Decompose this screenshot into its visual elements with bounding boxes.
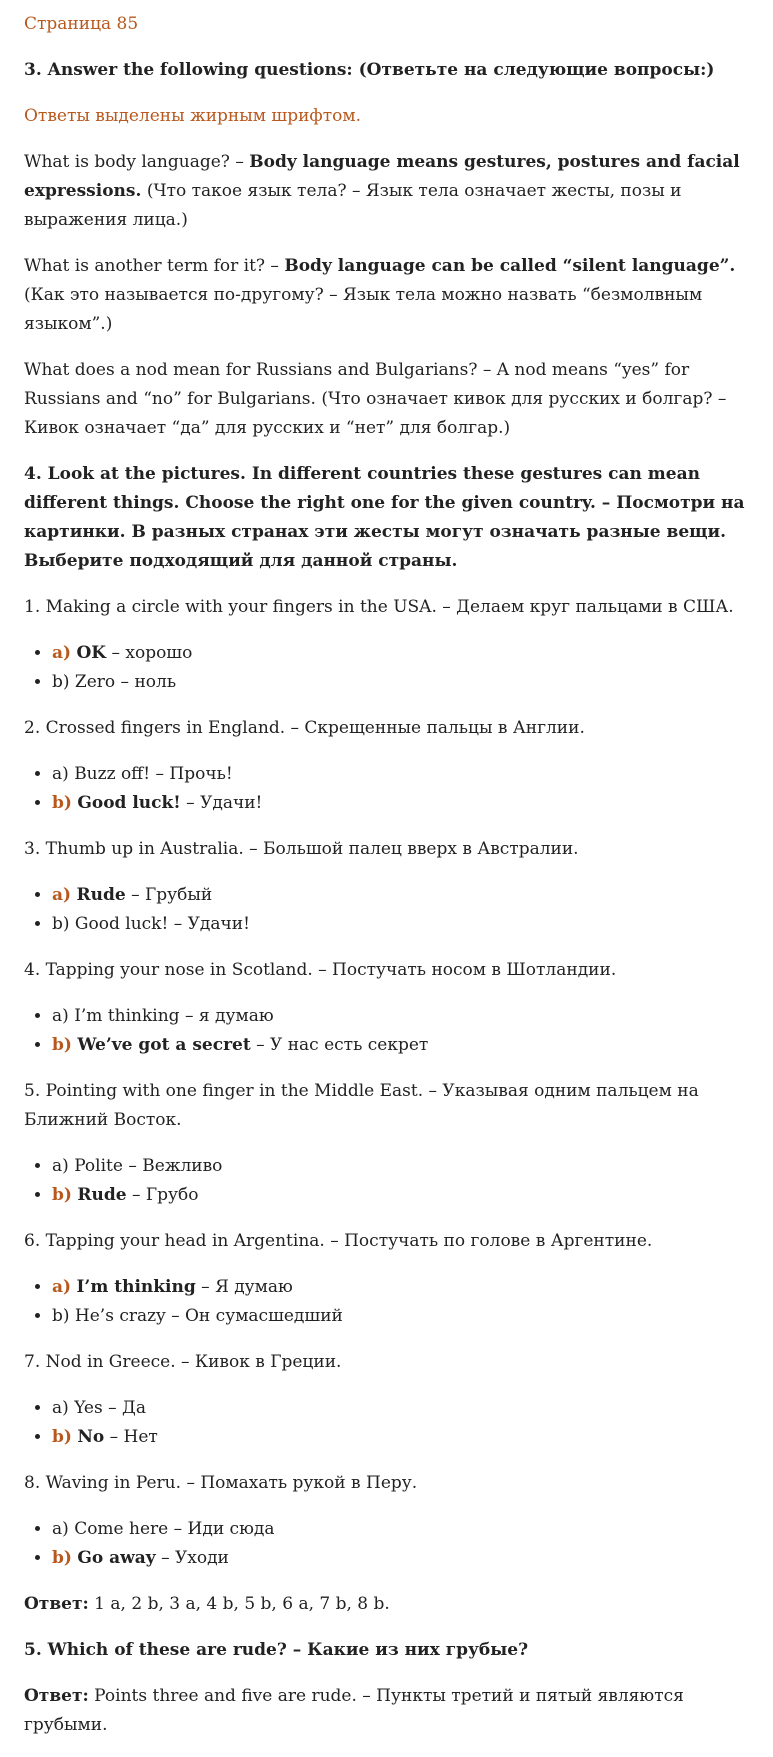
- option-term: Good luck!: [77, 793, 181, 813]
- gesture-prompt: 5. Pointing with one finger in the Middle East. – Указывая одним пальцем на Ближний Восток.: [24, 1081, 699, 1130]
- answer-2: Body language can be called “silent language”.: [284, 256, 736, 276]
- option-letter: a): [52, 885, 72, 905]
- gesture-prompt: 8. Waving in Peru. – Помахать рукой в Перу.: [24, 1473, 418, 1493]
- option-letter: a): [52, 1519, 69, 1539]
- option-item: [52, 1515, 749, 1544]
- option-term: Come here: [74, 1519, 169, 1539]
- gesture-prompt: 4. Tapping your nose in Scotland. – Постучать носом в Шотландии.: [24, 960, 617, 980]
- translation-2: (Как это называется по-другому? – Язык тела можно назвать “безмолвным языком”.): [24, 285, 703, 334]
- options-list: [24, 1273, 749, 1331]
- option-item: [52, 881, 749, 910]
- option-term: Buzz off!: [74, 764, 151, 784]
- gesture-prompt: 2. Crossed fingers in England. – Скрещенные пальцы в Англии.: [24, 718, 585, 738]
- option-translation: – хорошо: [106, 643, 193, 663]
- options-list: [24, 1515, 749, 1573]
- option-item: [52, 1544, 749, 1573]
- question-2: What is another term for it? –: [24, 256, 279, 276]
- option-letter: b): [52, 672, 70, 692]
- option-item: [52, 1423, 749, 1452]
- option-item: [52, 1302, 749, 1331]
- option-item: [52, 910, 749, 939]
- answer-text: 1 a, 2 b, 3 a, 4 b, 5 b, 6 a, 7 b, 8 b.: [88, 1594, 390, 1614]
- option-item: [52, 1031, 749, 1060]
- option-item: [52, 1394, 749, 1423]
- option-letter: b): [52, 1035, 72, 1055]
- option-letter: b): [52, 1427, 72, 1447]
- option-translation: – Прочь!: [150, 764, 233, 784]
- option-term: Polite: [74, 1156, 123, 1176]
- option-item: [52, 1002, 749, 1031]
- option-term: Yes: [74, 1398, 103, 1418]
- option-term: Rude: [76, 885, 126, 905]
- option-translation: – Да: [102, 1398, 146, 1418]
- translation-1: (Что такое язык тела? – Язык тела означает жесты, позы и выражения лица.): [24, 181, 682, 230]
- option-translation: – я думаю: [179, 1006, 274, 1026]
- option-item: [52, 668, 749, 697]
- gesture-prompt: 7. Nod in Greece. – Кивок в Греции.: [24, 1352, 342, 1372]
- task4-answer: [24, 1590, 749, 1619]
- answers-note: Ответы выделены жирным шрифтом.: [24, 106, 361, 126]
- option-translation: – ноль: [115, 672, 177, 692]
- option-term: OK: [76, 643, 107, 663]
- option-item: [52, 639, 749, 668]
- gesture-prompt: 1. Making a circle with your fingers in the USA. – Делаем круг пальцами в США.: [24, 597, 734, 617]
- task5-answer: [24, 1682, 749, 1740]
- task4-title: 4. Look at the pictures. In different countries these gestures can mean different things. Choose the right one for the given country. – Посмотри на картинки. В разных странах эти жесты могут означать разные вещи. Выберите подходящий для данной страны.: [24, 464, 745, 571]
- option-term: We’ve got a secret: [77, 1035, 251, 1055]
- option-term: I’m thinking: [74, 1006, 180, 1026]
- option-letter: b): [52, 914, 70, 934]
- task3-title: 3. Answer the following questions: (Ответьте на следующие вопросы:): [24, 60, 715, 80]
- option-letter: a): [52, 1398, 69, 1418]
- option-letter: a): [52, 1006, 69, 1026]
- option-letter: a): [52, 764, 69, 784]
- option-translation: – Уходи: [155, 1548, 229, 1568]
- options-list: [24, 1002, 749, 1060]
- option-term: No: [77, 1427, 105, 1447]
- answer-text: Points three and five are rude. – Пункты третий и пятый являются грубыми.: [24, 1686, 684, 1735]
- task5-title: 5. Which of these are rude? – Какие из них грубые?: [24, 1640, 529, 1660]
- qa-paragraph-3: What does a nod mean for Russians and Bulgarians? – A nod means “yes” for Russians and “no” for Bulgarians. (Что означает кивок для русских и болгар? – Кивок означает “да” для русских и “нет” для болгар.): [24, 360, 727, 438]
- options-list: [24, 760, 749, 818]
- option-letter: b): [52, 793, 72, 813]
- answer-label: Ответ:: [24, 1594, 89, 1614]
- option-item: [52, 789, 749, 818]
- options-list: [24, 1394, 749, 1452]
- option-translation: – Удачи!: [180, 793, 263, 813]
- option-letter: a): [52, 1156, 69, 1176]
- option-translation: – Вежливо: [122, 1156, 223, 1176]
- option-term: Rude: [77, 1185, 127, 1205]
- options-list: [24, 881, 749, 939]
- option-letter: b): [52, 1185, 72, 1205]
- gesture-items: [24, 593, 749, 1573]
- answer-label: Ответ:: [24, 1686, 89, 1706]
- option-translation: – Удачи!: [168, 914, 250, 934]
- option-item: [52, 760, 749, 789]
- option-translation: – Грубый: [125, 885, 213, 905]
- gesture-prompt: 6. Tapping your head in Argentina. – Постучать по голове в Аргентине.: [24, 1231, 653, 1251]
- option-item: [52, 1152, 749, 1181]
- option-translation: – У нас есть секрет: [250, 1035, 429, 1055]
- option-letter: b): [52, 1548, 72, 1568]
- option-term: I’m thinking: [76, 1277, 196, 1297]
- option-translation: – Я думаю: [195, 1277, 293, 1297]
- option-term: He’s crazy: [74, 1306, 166, 1326]
- option-translation: – Иди сюда: [168, 1519, 275, 1539]
- option-translation: – Грубо: [126, 1185, 199, 1205]
- option-letter: a): [52, 1277, 72, 1297]
- option-term: Zero: [74, 672, 116, 692]
- gesture-prompt: 3. Thumb up in Australia. – Большой палец вверх в Австралии.: [24, 839, 579, 859]
- option-translation: – Нет: [104, 1427, 158, 1447]
- option-item: [52, 1181, 749, 1210]
- option-letter: a): [52, 643, 72, 663]
- option-letter: b): [52, 1306, 70, 1326]
- page-label: Страница 85: [24, 14, 139, 34]
- options-list: [24, 1152, 749, 1210]
- option-term: Go away: [77, 1548, 156, 1568]
- qa-paragraph-1: [24, 148, 749, 235]
- qa-paragraph-2: [24, 252, 749, 339]
- answer-1: Body language means gestures, postures and facial expressions.: [24, 152, 740, 201]
- question-1: What is body language? –: [24, 152, 244, 172]
- option-translation: – Он сумасшедший: [165, 1306, 343, 1326]
- options-list: [24, 639, 749, 697]
- option-item: [52, 1273, 749, 1302]
- option-term: Good luck!: [74, 914, 169, 934]
